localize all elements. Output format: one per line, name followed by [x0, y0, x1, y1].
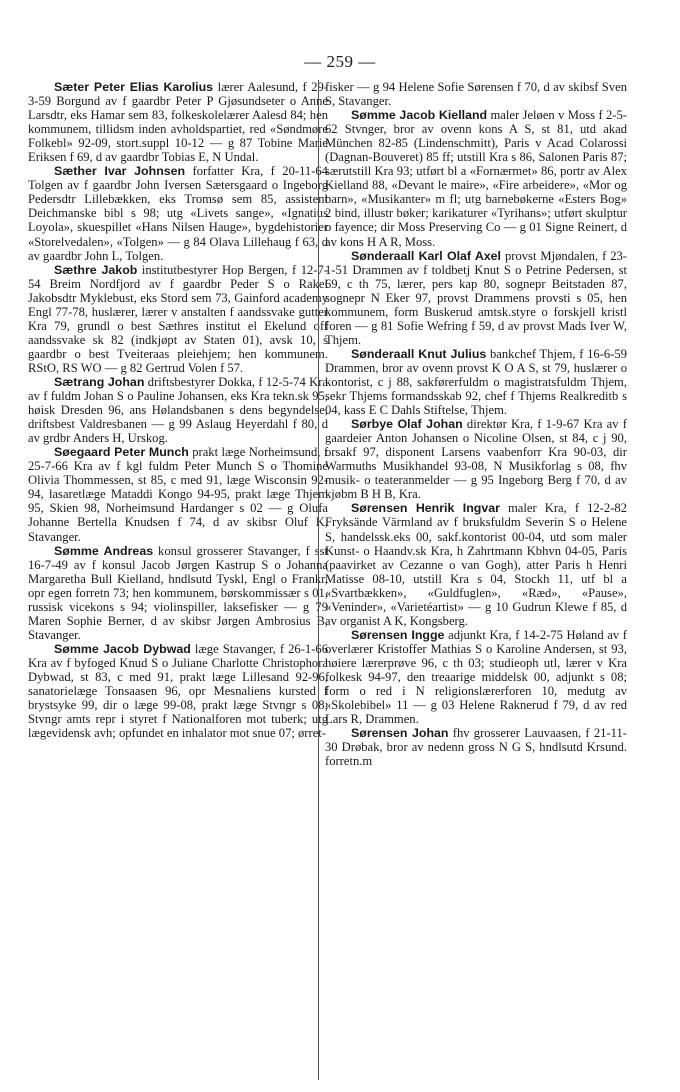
entry [325, 417, 627, 501]
entry-name: Sæter Peter Elias Karolius [54, 80, 214, 94]
entry [325, 108, 627, 248]
entry [28, 263, 328, 375]
right-column [325, 80, 627, 768]
entry [28, 164, 328, 262]
entry [325, 628, 627, 726]
entry-text: lærer Aalesund, f 29-3-59 Borgund av f gaardbr Peter P Gjøsundseter o Anne Larsdtr, eks Hamar sem 83, folkeskolelærer Aalesd 84; hen kommunem, tillidsm inden avholdspartiet, red «Søndmøre Folkebl» 92-09, stort.suppl 10-12 — g 87 Tobine Marie Eriksen f 69, d av gaardbr Tobias E, N Undal. [28, 80, 328, 165]
entry-text: fisker — g 94 Helene Sofie Sørensen f 70, d av skibsf Sven S, Stavanger. [325, 80, 627, 109]
entry-text: konsul grosserer Stavanger, f sst 16-7-49 av f konsul Jacob Jørgen Kastrup S o Johanna Margaretha Bull Kielland, hndlsutd Tyskl, Engl o Frankr, opr egen forretn 73; hen kommunem, børskommissær s 01, russisk vicekons s 94; violinspiller, laksefisker — g 79 Maren Sophie Berner, d av skibsr Jørgen Ambrosius B, Stavanger. [28, 543, 328, 642]
entry-name: Sømme Andreas [54, 543, 154, 558]
entry-name: Sætrang Johan [54, 374, 145, 389]
entry-name: Sømme Jacob Kielland [351, 108, 488, 123]
entry-continuation [325, 80, 627, 108]
page-number: — 259 — [304, 52, 376, 71]
entry [28, 445, 328, 543]
entry-text: prakt læge Norheimsund, f 25-7-66 Kra av f kgl fuldm Peter Munch S o Thomine Olivia Thommessen, st 85, c med 91, læge Wisconsin 92-94, lasaretlæge Mataddi Kongo 94-95, prakt læge Thjem 95, Skien 98, Norheimsund Hardanger s 02 — g Olufa Johanne Bertella Knudsen f 74, d av skibsr Oluf K, Stavanger. [28, 445, 329, 544]
entry-name: Søegaard Peter Munch [54, 445, 189, 460]
entry-name: Sørensen Henrik Ingvar [351, 501, 500, 516]
column-divider [318, 80, 319, 1080]
entry-name: Sæthre Jakob [54, 262, 138, 277]
entry [325, 501, 627, 627]
entry-name: Sørensen Ingge [351, 627, 445, 642]
entry-name: Sønderaall Knut Julius [351, 346, 487, 361]
entry-text: bankchef Thjem, f 16-6-59 Drammen, bror av ovenn provst K O A S, st 79, huslærer o kontorist, c j 88, sakførerfuldm o magistratsfuldm Thjem, sekr Thjems formandsskab 92, chef f Thjems Realkreditb s 04, kass E C Dahls Stiftelse, Thjem. [325, 346, 627, 418]
entry [325, 249, 627, 347]
left-column [28, 80, 328, 740]
entry-name: Sørensen Johan [351, 726, 449, 741]
entry-name: Sæther Ivar Johnsen [54, 164, 186, 179]
entry-text: driftsbestyrer Dokka, f 12-5-74 Kra av f fuldm Johan S o Pauline Johansen, eks Kra tekn.sk 95, høisk Dresden 96, ans Hølandsbanen s dens begyndelse, driftsbest Valdresbanen — g 99 Aslaug Heyerdahl f 80, d av grdbr Anders H, Urskog. [28, 374, 328, 446]
entry [28, 544, 328, 642]
entry-text: direktør Kra, f 1-9-67 Kra av f gaardeier Anton Johansen o Nicoline Olsen, st 84, c j 90, orsakf 97, disponent Larsens vaabenforr Kra 90-03, dir Warmuths Musikhandel 93-08, N Musikforlag s 08, fhv musik- o teateranmelder — g 95 Ingeborg Berg f 70, d av kjøbm B H B, Kra. [325, 417, 627, 502]
entry-text: institutbestyrer Hop Bergen, f 12-7-54 Breim Nordfjord av f gaardbr Peder S o Rakel Jakobsdtr Myklebust, eks Stord sem 73, Gainford academy Engl 77-78, huslærer, lærer v anstalten f aandssvake gutter Kra 79, grundl o best Sæthres institut el Ekelund off aandssvake sk 82 (indkjøpt av Staten 01), avsk 10, s gaardbr o best Tveiteraas pleiehjem; hen kommunem. RStO, RS WO — g 82 Gertrud Volen f 57. [28, 262, 328, 375]
entry [28, 375, 328, 445]
entry [325, 726, 627, 768]
entry-text: maler Jeløen v Moss f 2-5-62 Stvnger, bror av ovenn kons A S, st 81, utd akad München 82-85 (Lindenschmitt), Paris v Acad Colarossi (Dagnan-Bouveret) 85 ff; utstill Kra s 86, Salonen Paris 87; særutstill Kra 93; utført bl a «Fornærmet» 86, portr av Alex Kielland 88, «Devant le maire», «Fire arbeidere», «Mor og barn», «Musikanter» m fl; utg barnebøkerne «Esters Bog» 2 bind, illustr bøker; karikaturer «Tyrihans»; utført skulptur o fayence; dir Moss Preserving Co — g 01 Signe Reinert, d av kons H A R, Moss. [325, 108, 627, 249]
entry [28, 642, 328, 740]
entry-text: maler Kra, f 12-2-82 Fryksände Värmland av f bruksfuldm Severin S o Helene S, handelssk.eks 00, sakf.kontorist 00-04, utd som maler Kunst- o Haandv.sk Kra, h Zahrtmann Kbhvn 04-05, Paris (paavirket av Cezanne o van Gogh), atter Paris h Henri Matisse 08-10, utstill Kra s 04, Stockh 11, utf bl a «Svartbækken», «Guldfuglen», «Ræd», «Pause», «Veninder», «Varietéartist» — g 10 Gudrun Klewe f 85, d av organist A K, Kongsberg. [325, 501, 627, 628]
entry-name: Sørbye Olaf Johan [351, 417, 463, 432]
entry [28, 80, 328, 164]
entry-text: adjunkt Kra, f 14-2-75 Høland av f overlærer Kristoffer Mathias S o Karoline Andersen, st 93, høiere lærerprøve 96, c th 03; studieoph utl, lærer v Kra folkesk 94-97, den treaarige middelsk 00, adjunkt s 08; form o red i N religionslærerforen 10, medutg av «Skolebibel» 11 — g 03 Helene Raknerud f 79, d av red Lars R, Drammen. [325, 627, 627, 727]
entry [325, 347, 627, 417]
entry-name: Sønderaall Karl Olaf Axel [351, 248, 502, 263]
entry-text: forfatter Kra, f 20-11-64 Tolgen av f gaardbr John Iversen Sætersgaard o Ingeborg Pedersdtr Lillebækken, eks Tromsø sem 85, assistent Deichmanske bibl s 98; utg «Livets sange», «Ignatius Loyola», skuespillet «Hans Nilsen Hauge», bygdehistorier «Storelvedalen», «Tolgen» — g 84 Olava Lillehaug f 63, d av gaardbr John L, Tolgen. [28, 164, 328, 263]
entry-name: Sømme Jacob Dybwad [54, 641, 191, 656]
entry-text: provst Mjøndalen, f 23-1-51 Drammen av f toldbetj Knut S o Petrine Pedersen, st 69, c th 75, lærer, pers kap 80, sognepr Beitstaden 87, sognepr N Eker 97, provst Drammens provsti s 05, hen kommunem, form Buskerud amtsk.styre o forskjell kristl foren — g 81 Sofie Wefring f 59, d av provst Mads Iver W, Thjem. [325, 248, 628, 347]
entry-text: fhv grosserer Lauvaasen, f 21-11-30 Drøbak, bror av nedenn gross N G S, hndlsutd Krsund. forretn.m [325, 726, 627, 769]
entry-text: læge Stavanger, f 26-1-66 Kra av f byfoged Knud S o Juliane Charlotte Christophora Dybwad, st 83, c med 91, prakt læge Lillesand 92-96, sanatorielæge Tonsaasen 96, opr Mesnaliens kursted f brystsyke 99, dir o læge 99-08, prakt læge Stvngr s 08; Stvngr amts repr i styret f Nationalforen mot tuberk; utg lægevidensk avh; opfundet en inhalator mot snue 07; ørret- [28, 641, 328, 741]
